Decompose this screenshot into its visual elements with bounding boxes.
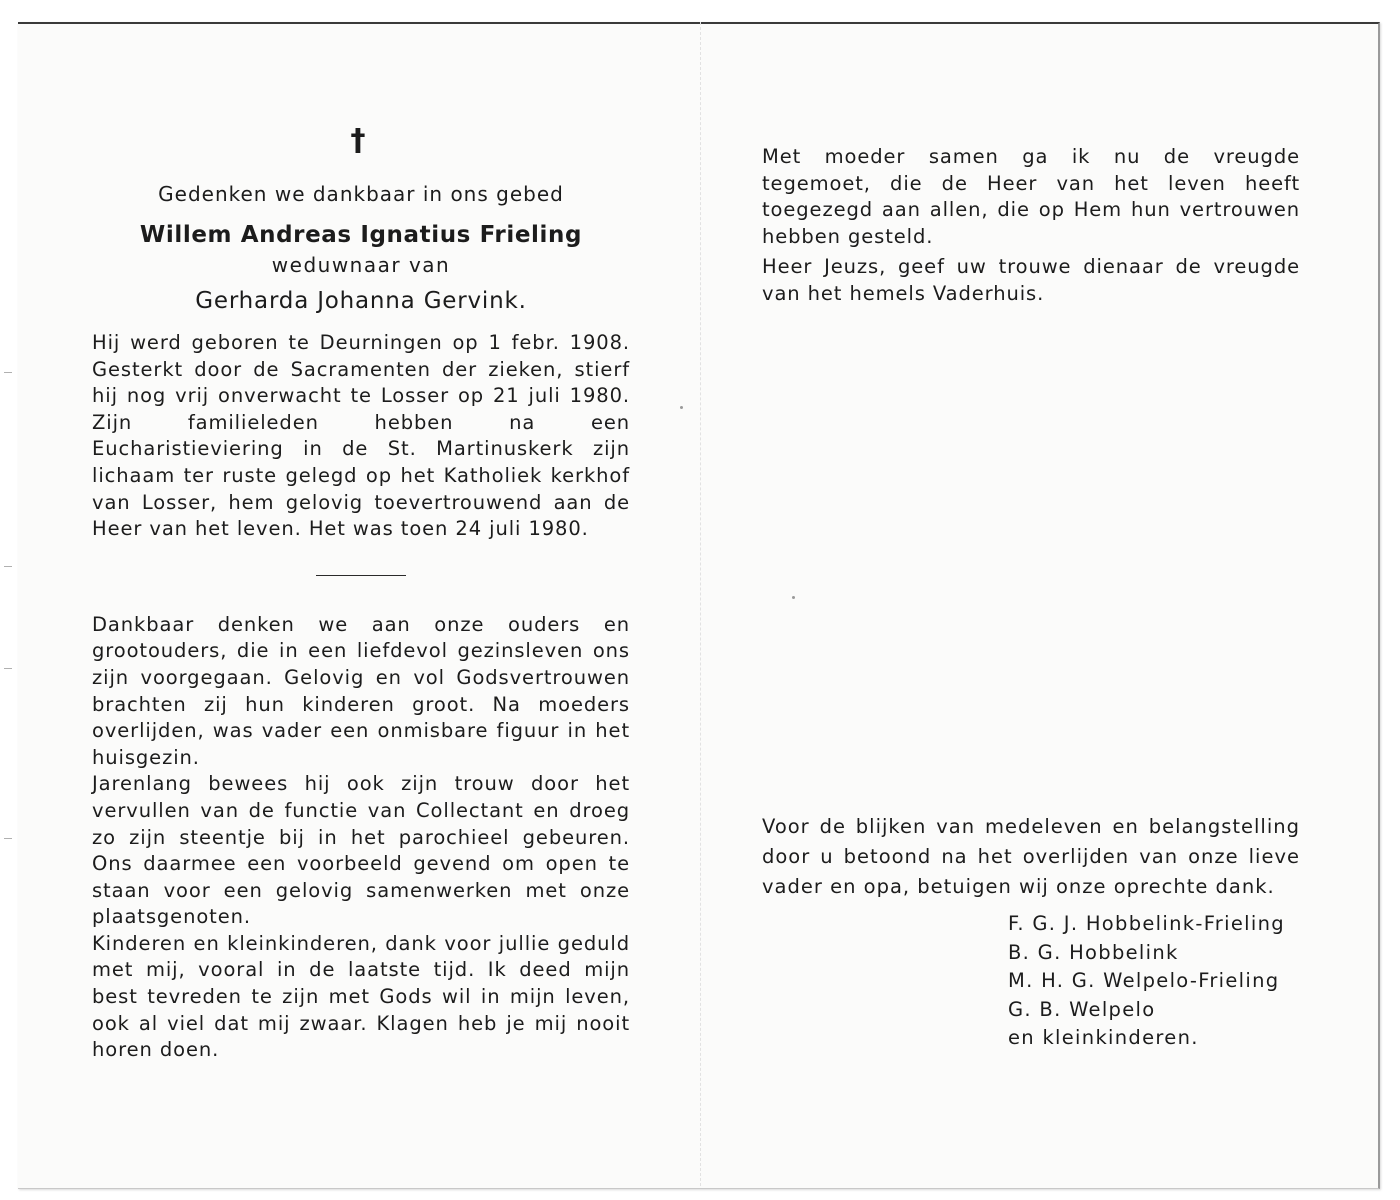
spouse-name: Gerharda Johanna Gervink. — [195, 288, 527, 314]
card-fold-line — [700, 22, 701, 1186]
reflection — [92, 612, 630, 1064]
left-panel — [92, 120, 630, 1064]
deceased-name: Willem Andreas Ignatius Frieling — [139, 222, 583, 248]
cross-icon: † — [350, 123, 366, 158]
poem — [762, 144, 1300, 308]
relation-label: weduwnaar van — [271, 253, 451, 277]
poem-paragraph: Met moeder samen ga ik nu de vreugde tegemoet, die de Heer van het leven heeft toegezegd aan allen, die op Hem hun vertrouwen hebben gesteld. — [762, 145, 1300, 248]
thanks-paragraph: Voor de blijken van medeleven en belangstelling door u betoond na het overlijden van onze lieve vader en opa, betuigen wij onze oprechte dank. — [762, 815, 1300, 898]
intro-line: Gedenken we dankbaar in ons gebed — [158, 182, 564, 206]
signatory: B. G. Hobbelink — [1008, 940, 1179, 964]
acknowledgement — [762, 812, 1300, 1053]
scan-edge-mark — [4, 566, 12, 567]
poem-paragraph: Heer Jeuzs, geef uw trouwe dienaar de vreugde van het hemels Vaderhuis. — [762, 255, 1300, 305]
scan-speck — [792, 596, 795, 599]
scan-edge-mark — [4, 668, 12, 669]
reflection-paragraph: Jarenlang bewees hij ook zijn trouw door het vervullen van de functie van Collectant en droeg zo zijn steentje bij in het parochieel gebeuren. Ons daarmee een voorbeeld gevend om open te staan voor een gelovig samenwerken met onze plaatsgenoten. — [92, 772, 630, 929]
reflection-paragraph: Kinderen en kleinkinderen, dank voor jullie geduld met mij, vooral in de laatste tijd. Ik deed mijn best tevreden te zijn met Gods wil in mijn leven, ook al viel dat mij zwaar. Klagen heb je mij nooit horen doen. — [92, 931, 630, 1062]
signatory: G. B. Welpelo — [1008, 997, 1156, 1021]
signatory: M. H. G. Welpelo-Frieling — [1008, 969, 1280, 992]
scan-edge-mark — [4, 372, 12, 373]
signatories — [1008, 910, 1300, 1053]
signatory: en kleinkinderen. — [1008, 1026, 1199, 1049]
scan-edge-mark — [4, 838, 12, 839]
biography — [92, 330, 630, 543]
scan-speck — [680, 406, 683, 409]
biography-paragraph: Hij werd geboren te Deurningen op 1 febr. 1908. Gesterkt door de Sacramenten der zieken, stierf hij nog vrij onverwacht te Losser op 21 juli 1980. Zijn familieleden hebben na een Eucharistieviering in de St. Martinuskerk zijn lichaam ter ruste gelegd op het Katholiek kerkhof van Losser, hem gelovig toevertrouwend aan de Heer van het leven. Het was toen 24 juli 1980. — [92, 331, 630, 541]
section-divider — [316, 575, 406, 576]
reflection-paragraph: Dankbaar denken we aan onze ouders en grootouders, die in een liefdevol gezinsleven ons zijn voorgegaan. Gelovig en vol Godsvertrouwen brachten zij hun kinderen groot. Na moeders overlijden, was vader een onmisbare figuur in het huisgezin. — [92, 612, 630, 769]
signatory: F. G. J. Hobbelink-Frieling — [1008, 912, 1285, 935]
thanks-text — [762, 812, 1300, 902]
